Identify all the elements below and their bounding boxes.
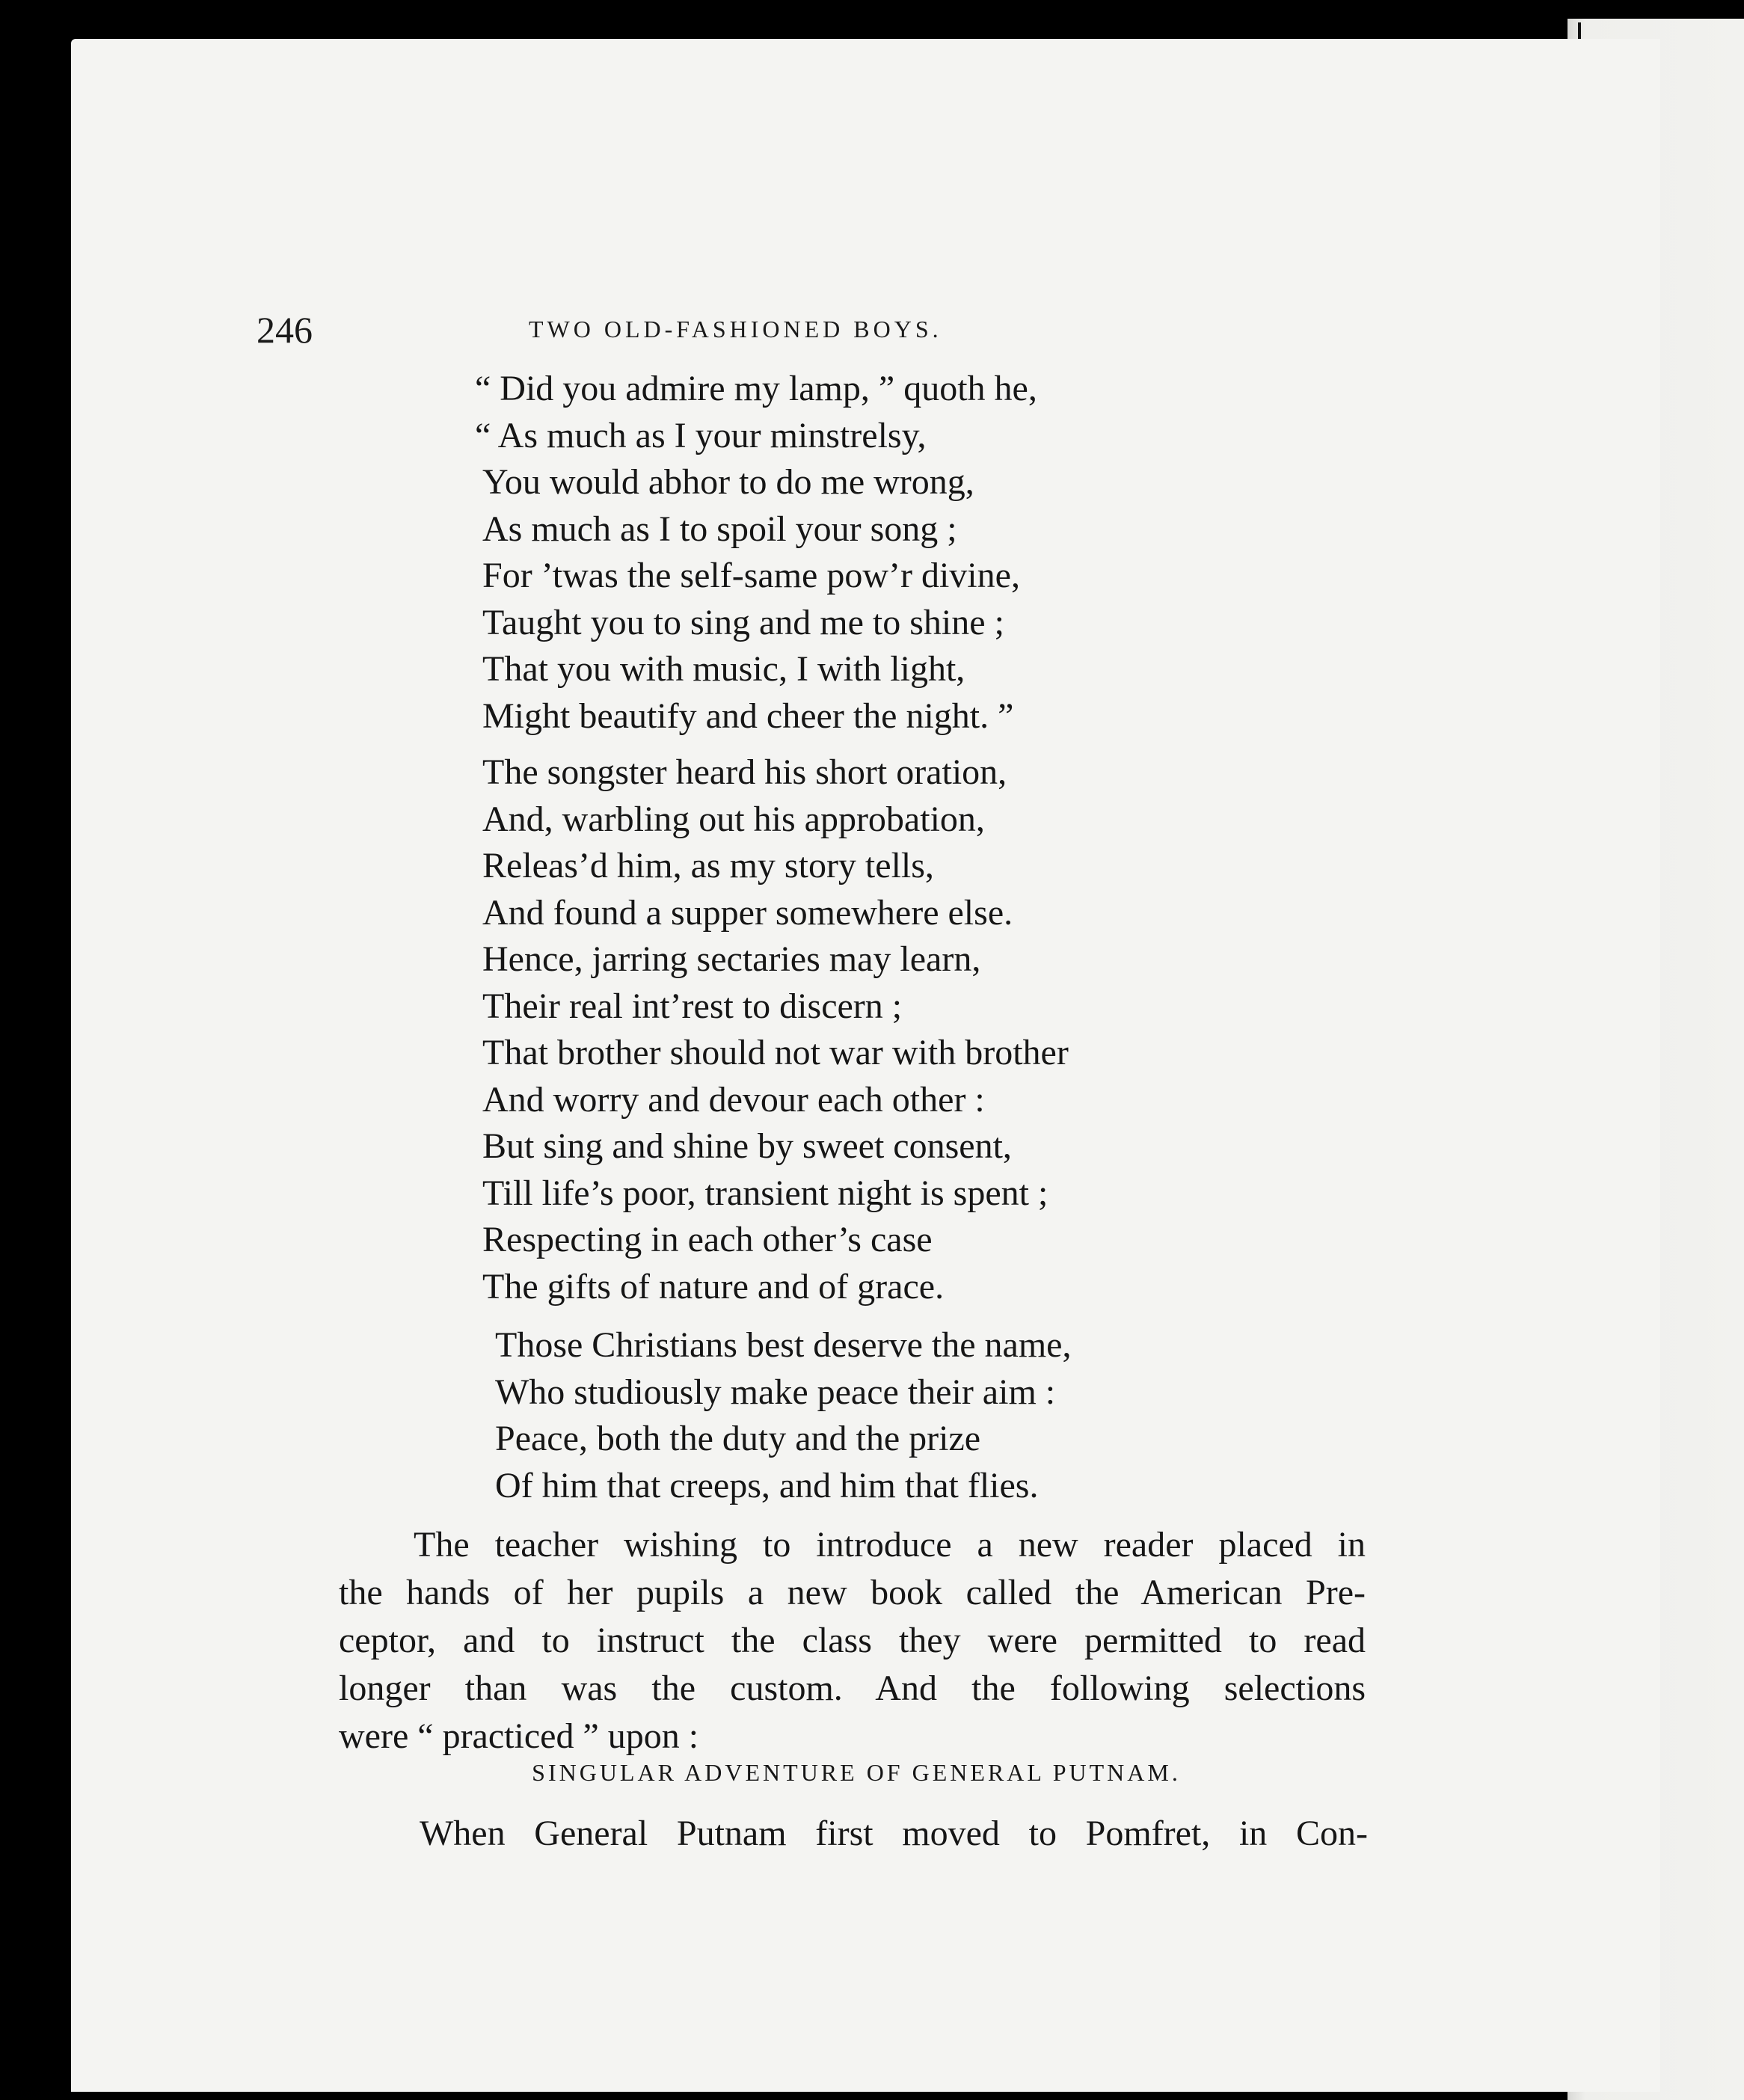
verse-line: Might beautify and cheer the night. ” [482,696,1014,736]
verse-line: That you with music, I with light, [482,649,965,689]
verse-line: You would abhor to do me wrong, [482,462,974,502]
book-page [71,39,1660,2092]
running-title: TWO OLD-FASHIONED BOYS. [529,316,942,343]
verse-line: Taught you to sing and me to shine ; [482,602,1004,642]
verse-line: Who studiously make peace their aim : [495,1372,1056,1412]
verse-line: The gifts of nature and of grace. [482,1266,945,1307]
prose-line: The teacher wishing to introduce a new reader placed in [414,1525,1366,1565]
prose-line: the hands of her pupils a new book called the American Pre- [339,1573,1366,1612]
verse-line: Releas’d him, as my story tells, [482,846,934,885]
prose-line: were “ practiced ” upon : [339,1716,699,1756]
verse-line: Hence, jarring sectaries may learn, [482,939,981,979]
verse-line: That brother should not war with brother [482,1033,1069,1072]
verse-line: As much as I to spoil your song ; [482,509,957,549]
poem-stanza-1 [475,366,1037,740]
verse-line: But sing and shine by sweet consent, [482,1126,1012,1166]
page-number: 246 [257,309,313,351]
prose-line: longer than was the custom. And the following selections [339,1668,1366,1708]
prose-paragraph [339,1521,1366,1760]
verse-line: Peace, both the duty and the prize [495,1419,981,1458]
verse-line: Till life’s poor, transient night is spent ; [482,1173,1048,1213]
verse-line: And, warbling out his approbation, [482,799,985,839]
verse-line: And found a supper somewhere else. [482,892,1013,933]
poem-stanza-2 [482,749,1069,1310]
verse-line: “ Did you admire my lamp, ” quoth he, [475,369,1037,408]
page-header [71,308,1660,353]
verse-line: For ’twas the self-same pow’r divine, [482,556,1020,595]
verse-line: The songster heard his short oration, [482,752,1007,792]
poem-stanza-3 [495,1322,1071,1509]
prose-line: ceptor, and to instruct the class they were permitted to read [339,1621,1366,1660]
verse-line: “ As much as I your minstrelsy, [475,415,927,455]
section-first-line: When General Putnam first moved to Pomfret, in Con- [420,1814,1368,1853]
verse-line: Respecting in each other’s case [482,1220,933,1259]
verse-line: And worry and devour each other : [482,1079,985,1120]
section-heading: SINGULAR ADVENTURE OF GENERAL PUTNAM. [532,1759,1181,1786]
verse-line: Of him that creeps, and him that flies. [495,1465,1039,1505]
verse-line: Those Christians best deserve the name, [495,1325,1072,1365]
verse-line: Their real int’rest to discern ; [482,986,903,1026]
